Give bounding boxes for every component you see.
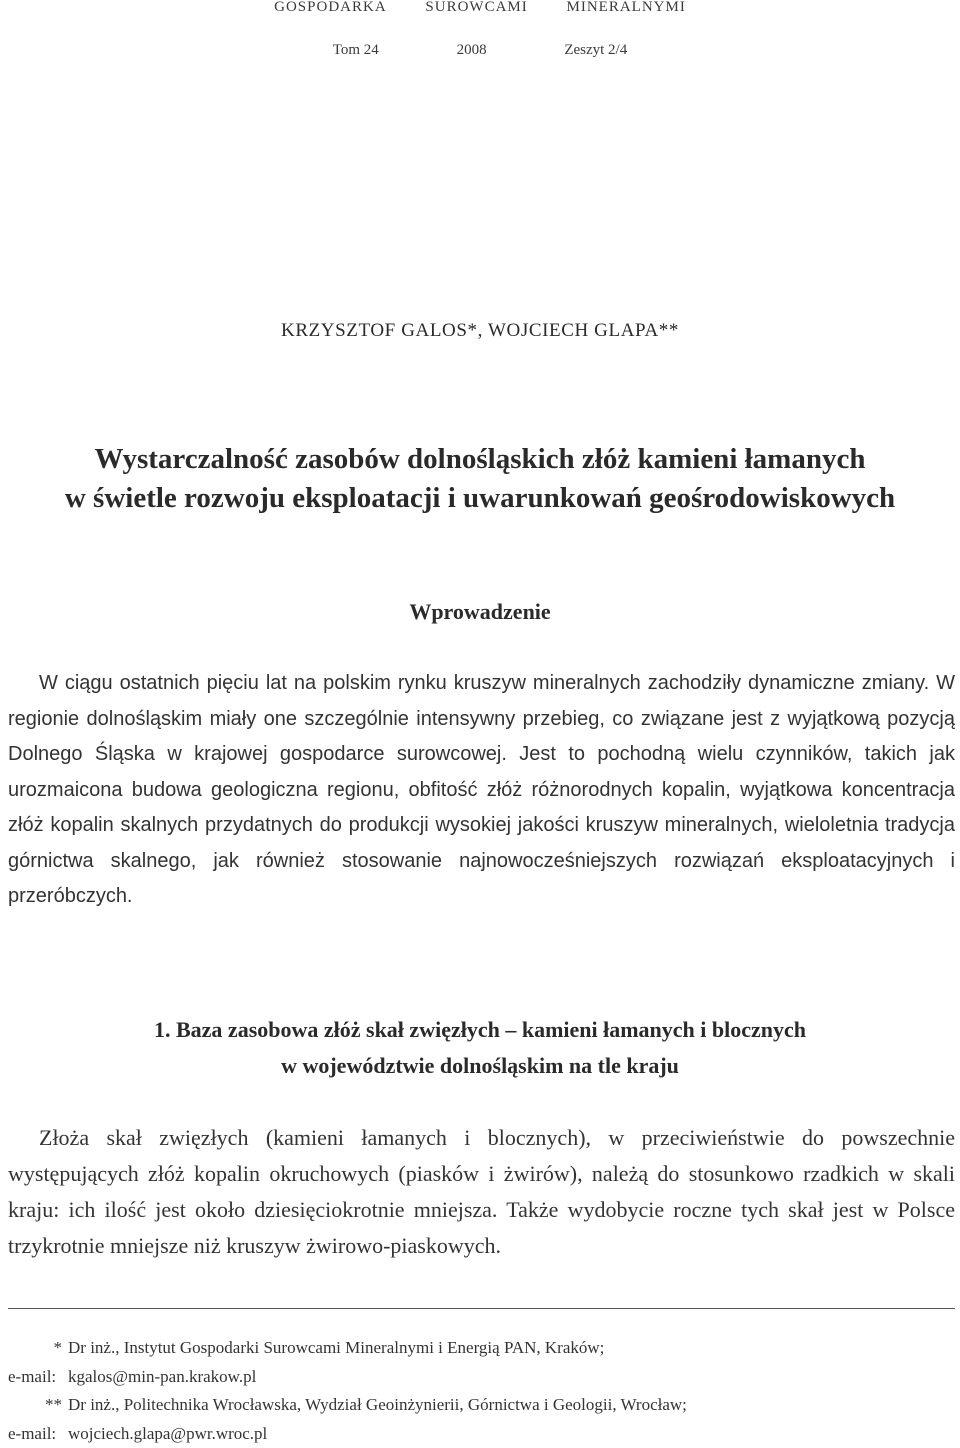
issue-number: Zeszyt 2/4 <box>564 41 627 59</box>
article-title <box>0 440 960 518</box>
section-heading-line: w województwie dolnośląskim na tle kraju <box>0 1048 960 1084</box>
footnote-mark: * <box>8 1334 68 1363</box>
affiliation-text: Dr inż., Instytut Gospodarki Surowcami Mineralnymi i Energią PAN, Kraków; <box>68 1338 604 1357</box>
footnote-affiliation <box>8 1391 955 1420</box>
year: 2008 <box>457 41 487 59</box>
email-label: e-mail: <box>8 1363 68 1392</box>
footnote-email <box>8 1420 955 1448</box>
intro-paragraph: W ciągu ostatnich pięciu lat na polskim rynku kruszyw mineralnych zachodziły dynamiczne zmiany. W regionie dolnośląskim miały one szczególnie intensywny przebieg, co związane jest z wyjątkową pozycją Dolnego Śląska w krajowej gospodarce surowcowej. Jest to pochodną wielu czynników, takich jak urozmaicona budowa geologiczna regionu, obfitość złóż różnorodnych kopalin, wyjątkowa koncentracja złóż kopalin skalnych przydatnych do produkcji wysokiej jakości kruszyw mineralnych, wieloletnia tradycja górnictwa skalnego, jak również stosowanie najnowocześniejszych rozwiązań eksploatacyjnych i przeróbczych. <box>8 666 955 915</box>
title-line: w świetle rozwoju eksploatacji i uwarunkowań geośrodowiskowych <box>0 479 960 518</box>
running-head-word: GOSPODARKA <box>274 0 387 14</box>
email-label: e-mail: <box>8 1420 68 1448</box>
footnote-affiliation <box>8 1334 955 1363</box>
section-1-heading <box>0 1012 960 1084</box>
affiliation-text: Dr inż., Politechnika Wrocławska, Wydział Geoinżynierii, Górnictwa i Geologii, Wrocław; <box>68 1395 687 1414</box>
section-1-paragraph: Złoża skał zwięzłych (kamieni łamanych i blocznych), w przeciwieństwie do powszechnie występujących złóż kopalin okruchowych (piasków i żwirów), należą do stosunkowo rzadkich w skali kraju: ich ilość jest około dziesięciokrotnie mniejsza. Także wydobycie roczne tych skał jest w Polsce trzykrotnie mniejsze niż kruszyw żwirowo-piaskowych. <box>8 1120 955 1264</box>
issue-info <box>0 41 960 59</box>
footnotes <box>8 1334 955 1448</box>
authors: KRZYSZTOF GALOS*, WOJCIECH GLAPA** <box>0 318 960 344</box>
section-heading-line: 1. Baza zasobowa złóż skał zwięzłych – kamieni łamanych i blocznych <box>0 1012 960 1048</box>
footnote-mark: ** <box>8 1391 68 1420</box>
journal-running-head <box>0 0 960 14</box>
running-head-word: SUROWCAMI <box>425 0 527 14</box>
footnote-divider <box>8 1308 955 1309</box>
volume: Tom 24 <box>333 41 379 59</box>
email-address: kgalos@min-pan.krakow.pl <box>68 1367 256 1386</box>
footnote-email <box>8 1363 955 1392</box>
intro-heading: Wprowadzenie <box>0 594 960 630</box>
running-head-word: MINERALNYMI <box>567 0 686 14</box>
email-address: wojciech.glapa@pwr.wroc.pl <box>68 1424 267 1443</box>
title-line: Wystarczalność zasobów dolnośląskich złóż kamieni łamanych <box>0 440 960 479</box>
